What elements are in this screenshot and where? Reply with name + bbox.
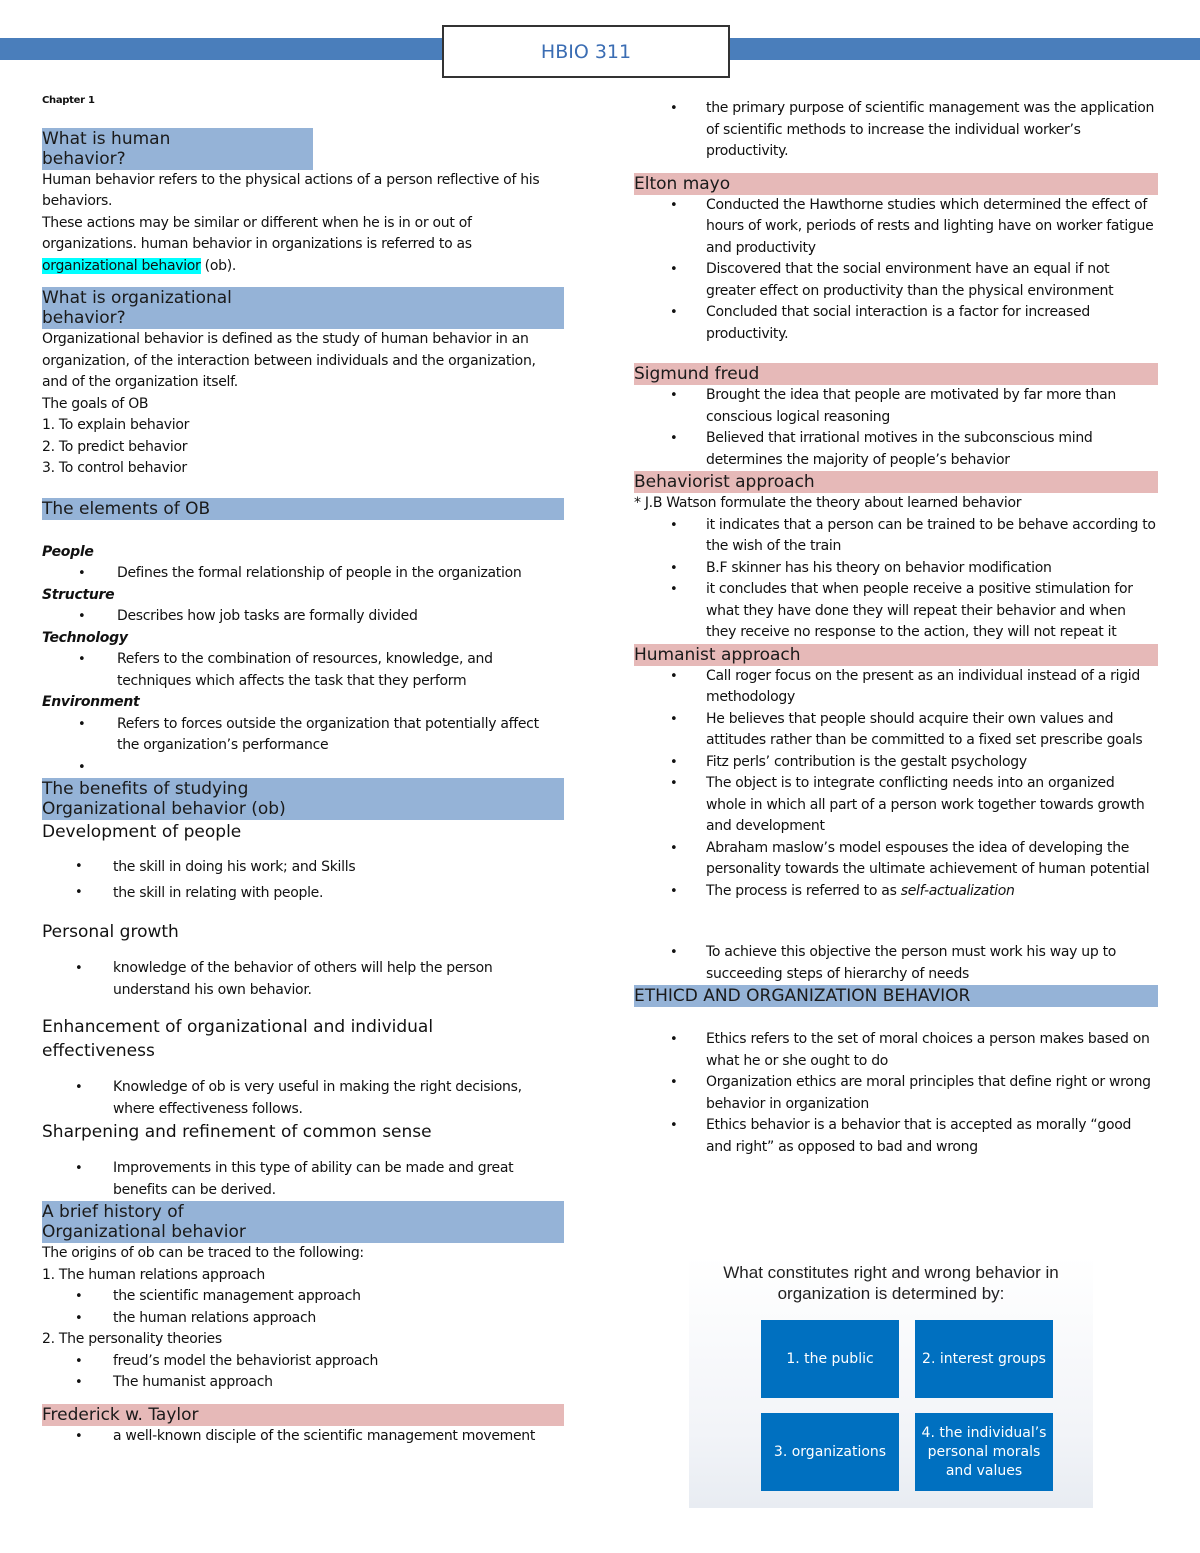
heading-line: What is human bbox=[42, 128, 171, 149]
list-item: • Ethics refers to the set of moral choices a person makes based on what he or she ought to do bbox=[634, 1029, 1158, 1072]
list-item: • Call roger focus on the present as an individual instead of a rigid methodology bbox=[634, 666, 1158, 709]
paragraph-text: These actions may be similar or different when he is in or out of organizations. human behavior in organizations is referred to as bbox=[42, 214, 472, 252]
heading-line: Organizational behavior bbox=[42, 1222, 246, 1242]
growth-list bbox=[42, 958, 564, 1001]
list-item: • the skill in relating with people. bbox=[42, 880, 564, 906]
humanist-last-list bbox=[634, 942, 1158, 985]
list-item: • the human relations approach bbox=[42, 1308, 564, 1330]
history-group: 1. The human relations approach bbox=[42, 1266, 265, 1283]
process-italic: self-actualization bbox=[900, 882, 1015, 899]
heading-line: behavior? bbox=[42, 308, 126, 328]
course-code-box bbox=[442, 25, 730, 78]
mayo-list bbox=[634, 195, 1158, 346]
section-heading-behaviorist: Behaviorist approach bbox=[634, 471, 1158, 493]
list-item: • Ethics behavior is a behavior that is accepted as morally “good and right” as opposed to bad and wrong bbox=[634, 1115, 1158, 1158]
element-desc: • Refers to the combination of resources, knowledge, and techniques which affects the task that they perform bbox=[42, 649, 564, 692]
goal-item: 2. To predict behavior bbox=[42, 438, 188, 455]
figure-title-line: What constitutes right and wrong behavior in bbox=[723, 1263, 1059, 1282]
org-behavior-text bbox=[42, 329, 564, 480]
list-item bbox=[634, 881, 1158, 903]
element-desc: • Refers to forces outside the organization that potentially affect the organization’s performance bbox=[42, 714, 564, 757]
list-item: • B.F skinner has his theory on behavior modification bbox=[634, 558, 1158, 580]
list-item: • knowledge of the behavior of others will help the person understand his own behavior. bbox=[42, 958, 564, 1001]
heading-line: behavior? bbox=[42, 148, 126, 169]
list-item: • Discovered that the social environment have an equal if not greater effect on productivity than the physical environment bbox=[634, 259, 1158, 302]
section-heading-org-behavior bbox=[42, 287, 564, 329]
benefit-title: Development of people bbox=[42, 822, 242, 842]
element-term: People bbox=[42, 543, 94, 560]
section-heading-freud: Sigmund freud bbox=[634, 363, 1158, 385]
section-heading-human-behavior bbox=[42, 128, 313, 170]
development-list bbox=[42, 854, 564, 906]
figure-title-line: organization is determined by: bbox=[777, 1284, 1005, 1303]
list-item: • Fitz perls’ contribution is the gestalt psychology bbox=[634, 752, 1158, 774]
section-heading-history bbox=[42, 1201, 564, 1243]
list-item: • To achieve this objective the person must work his way up to succeeding steps of hierarchy of needs bbox=[634, 942, 1158, 985]
heading-line: A brief history of bbox=[42, 1202, 184, 1222]
determinant-box: 2. interest groups bbox=[915, 1320, 1053, 1398]
section-heading-mayo: Elton mayo bbox=[634, 173, 1158, 195]
determinant-box: 4. the individual’s personal morals and values bbox=[915, 1413, 1053, 1491]
benefit-title: Personal growth bbox=[42, 922, 179, 942]
list-item: • the primary purpose of scientific management was the application of scientific methods to increase the individual worker’s productivity. bbox=[634, 98, 1158, 163]
highlighted-term: organizational behavior bbox=[42, 257, 201, 274]
list-item: • Abraham maslow’s model espouses the idea of developing the personality towards the ultimate achievement of human potential bbox=[634, 838, 1158, 881]
list-item: • the skill in doing his work; and Skills bbox=[42, 854, 564, 880]
paragraph: The origins of ob can be traced to the following: bbox=[42, 1245, 364, 1261]
chapter-label: Chapter 1 bbox=[42, 95, 95, 106]
sharpening-list bbox=[42, 1158, 564, 1201]
freud-list bbox=[634, 385, 1158, 471]
paragraph: Organizational behavior is defined as the study of human behavior in an organization, of the interaction between individuals and the organization, and of the organization itself. bbox=[42, 331, 536, 390]
paragraph bbox=[42, 213, 564, 278]
determinant-box: 1. the public bbox=[761, 1320, 899, 1398]
list-item: • Brought the idea that people are motivated by far more than conscious logical reasoning bbox=[634, 385, 1158, 428]
empty-bullet bbox=[42, 757, 564, 779]
heading-line: Organizational behavior (ob) bbox=[42, 799, 286, 819]
enhancement-list bbox=[42, 1077, 564, 1120]
paragraph: Human behavior refers to the physical actions of a person reflective of his behaviors. bbox=[42, 171, 540, 209]
element-desc: • Describes how job tasks are formally divided bbox=[42, 606, 564, 628]
heading-line: What is organizational bbox=[42, 288, 232, 308]
section-heading-taylor: Frederick w. Taylor bbox=[42, 1404, 564, 1426]
right-column bbox=[634, 98, 1158, 1158]
ethics-determinants-figure bbox=[689, 1256, 1093, 1508]
list-item: • Knowledge of ob is very useful in making the right decisions, where effectiveness follows. bbox=[42, 1077, 564, 1120]
course-code: HBIO 311 bbox=[540, 40, 632, 63]
element-term: Technology bbox=[42, 629, 128, 646]
element-term: Environment bbox=[42, 694, 140, 710]
benefit-title: Enhancement of organizational and individual effectiveness bbox=[42, 1017, 434, 1061]
element-term: Structure bbox=[42, 586, 115, 603]
list-item: • a well-known disciple of the scientific management movement bbox=[42, 1426, 564, 1448]
section-heading-elements: The elements of OB bbox=[42, 498, 564, 520]
section-heading-benefits bbox=[42, 778, 564, 820]
list-item: • The humanist approach bbox=[42, 1372, 564, 1394]
human-behavior-text bbox=[42, 170, 564, 278]
list-item: • Believed that irrational motives in the subconscious mind determines the majority of people’s behavior bbox=[634, 428, 1158, 471]
determinant-box: 3. organizations bbox=[761, 1413, 899, 1491]
list-item: • Improvements in this type of ability can be made and great benefits can be derived. bbox=[42, 1158, 564, 1201]
process-text: The process is referred to as bbox=[706, 882, 901, 899]
figure-title bbox=[689, 1262, 1093, 1304]
history-group: 2. The personality theories bbox=[42, 1331, 222, 1347]
benefit-title: Sharpening and refinement of common sense bbox=[42, 1122, 432, 1142]
element-desc: • Defines the formal relationship of people in the organization bbox=[42, 563, 564, 585]
list-item: • Conducted the Hawthorne studies which determined the effect of hours of work, periods of rests and lighting have on worker fatigue and productivity bbox=[634, 195, 1158, 260]
history-text bbox=[42, 1243, 564, 1394]
left-column bbox=[42, 90, 564, 1447]
heading-line: The benefits of studying bbox=[42, 779, 249, 799]
ethics-list bbox=[634, 1029, 1158, 1158]
humanist-list bbox=[634, 666, 1158, 903]
list-item: • Concluded that social interaction is a factor for increased productivity. bbox=[634, 302, 1158, 345]
taylor-list bbox=[42, 1426, 564, 1448]
paragraph-end: (ob). bbox=[200, 257, 237, 274]
behaviorist-intro: * J.B Watson formulate the theory about learned behavior bbox=[634, 495, 1022, 511]
list-item: • The object is to integrate conflicting needs into an organized whole in which all part of a person work together towards growth and development bbox=[634, 773, 1158, 838]
list-item: • He believes that people should acquire their own values and attitudes rather than be committed to a fixed set prescribe goals bbox=[634, 709, 1158, 752]
list-item: • Organization ethics are moral principles that define right or wrong behavior in organization bbox=[634, 1072, 1158, 1115]
section-heading-ethics: ETHICD AND ORGANIZATION BEHAVIOR bbox=[634, 985, 1158, 1007]
goals-title: The goals of OB bbox=[42, 395, 149, 412]
list-item: • the scientific management approach bbox=[42, 1286, 564, 1308]
list-item: • it indicates that a person can be trained to be behave according to the wish of the train bbox=[634, 515, 1158, 558]
taylor-continued-list bbox=[634, 98, 1158, 163]
elements-list bbox=[42, 542, 564, 779]
goal-item: 3. To control behavior bbox=[42, 460, 187, 476]
behaviorist-list bbox=[634, 515, 1158, 644]
section-heading-humanist: Humanist approach bbox=[634, 644, 1158, 666]
goal-item: 1. To explain behavior bbox=[42, 417, 190, 433]
list-item: • it concludes that when people receive a positive stimulation for what they have done they will repeat their behavior and when they receive no response to the action, they will not repeat it bbox=[634, 579, 1158, 644]
list-item: • freud’s model the behaviorist approach bbox=[42, 1351, 564, 1373]
